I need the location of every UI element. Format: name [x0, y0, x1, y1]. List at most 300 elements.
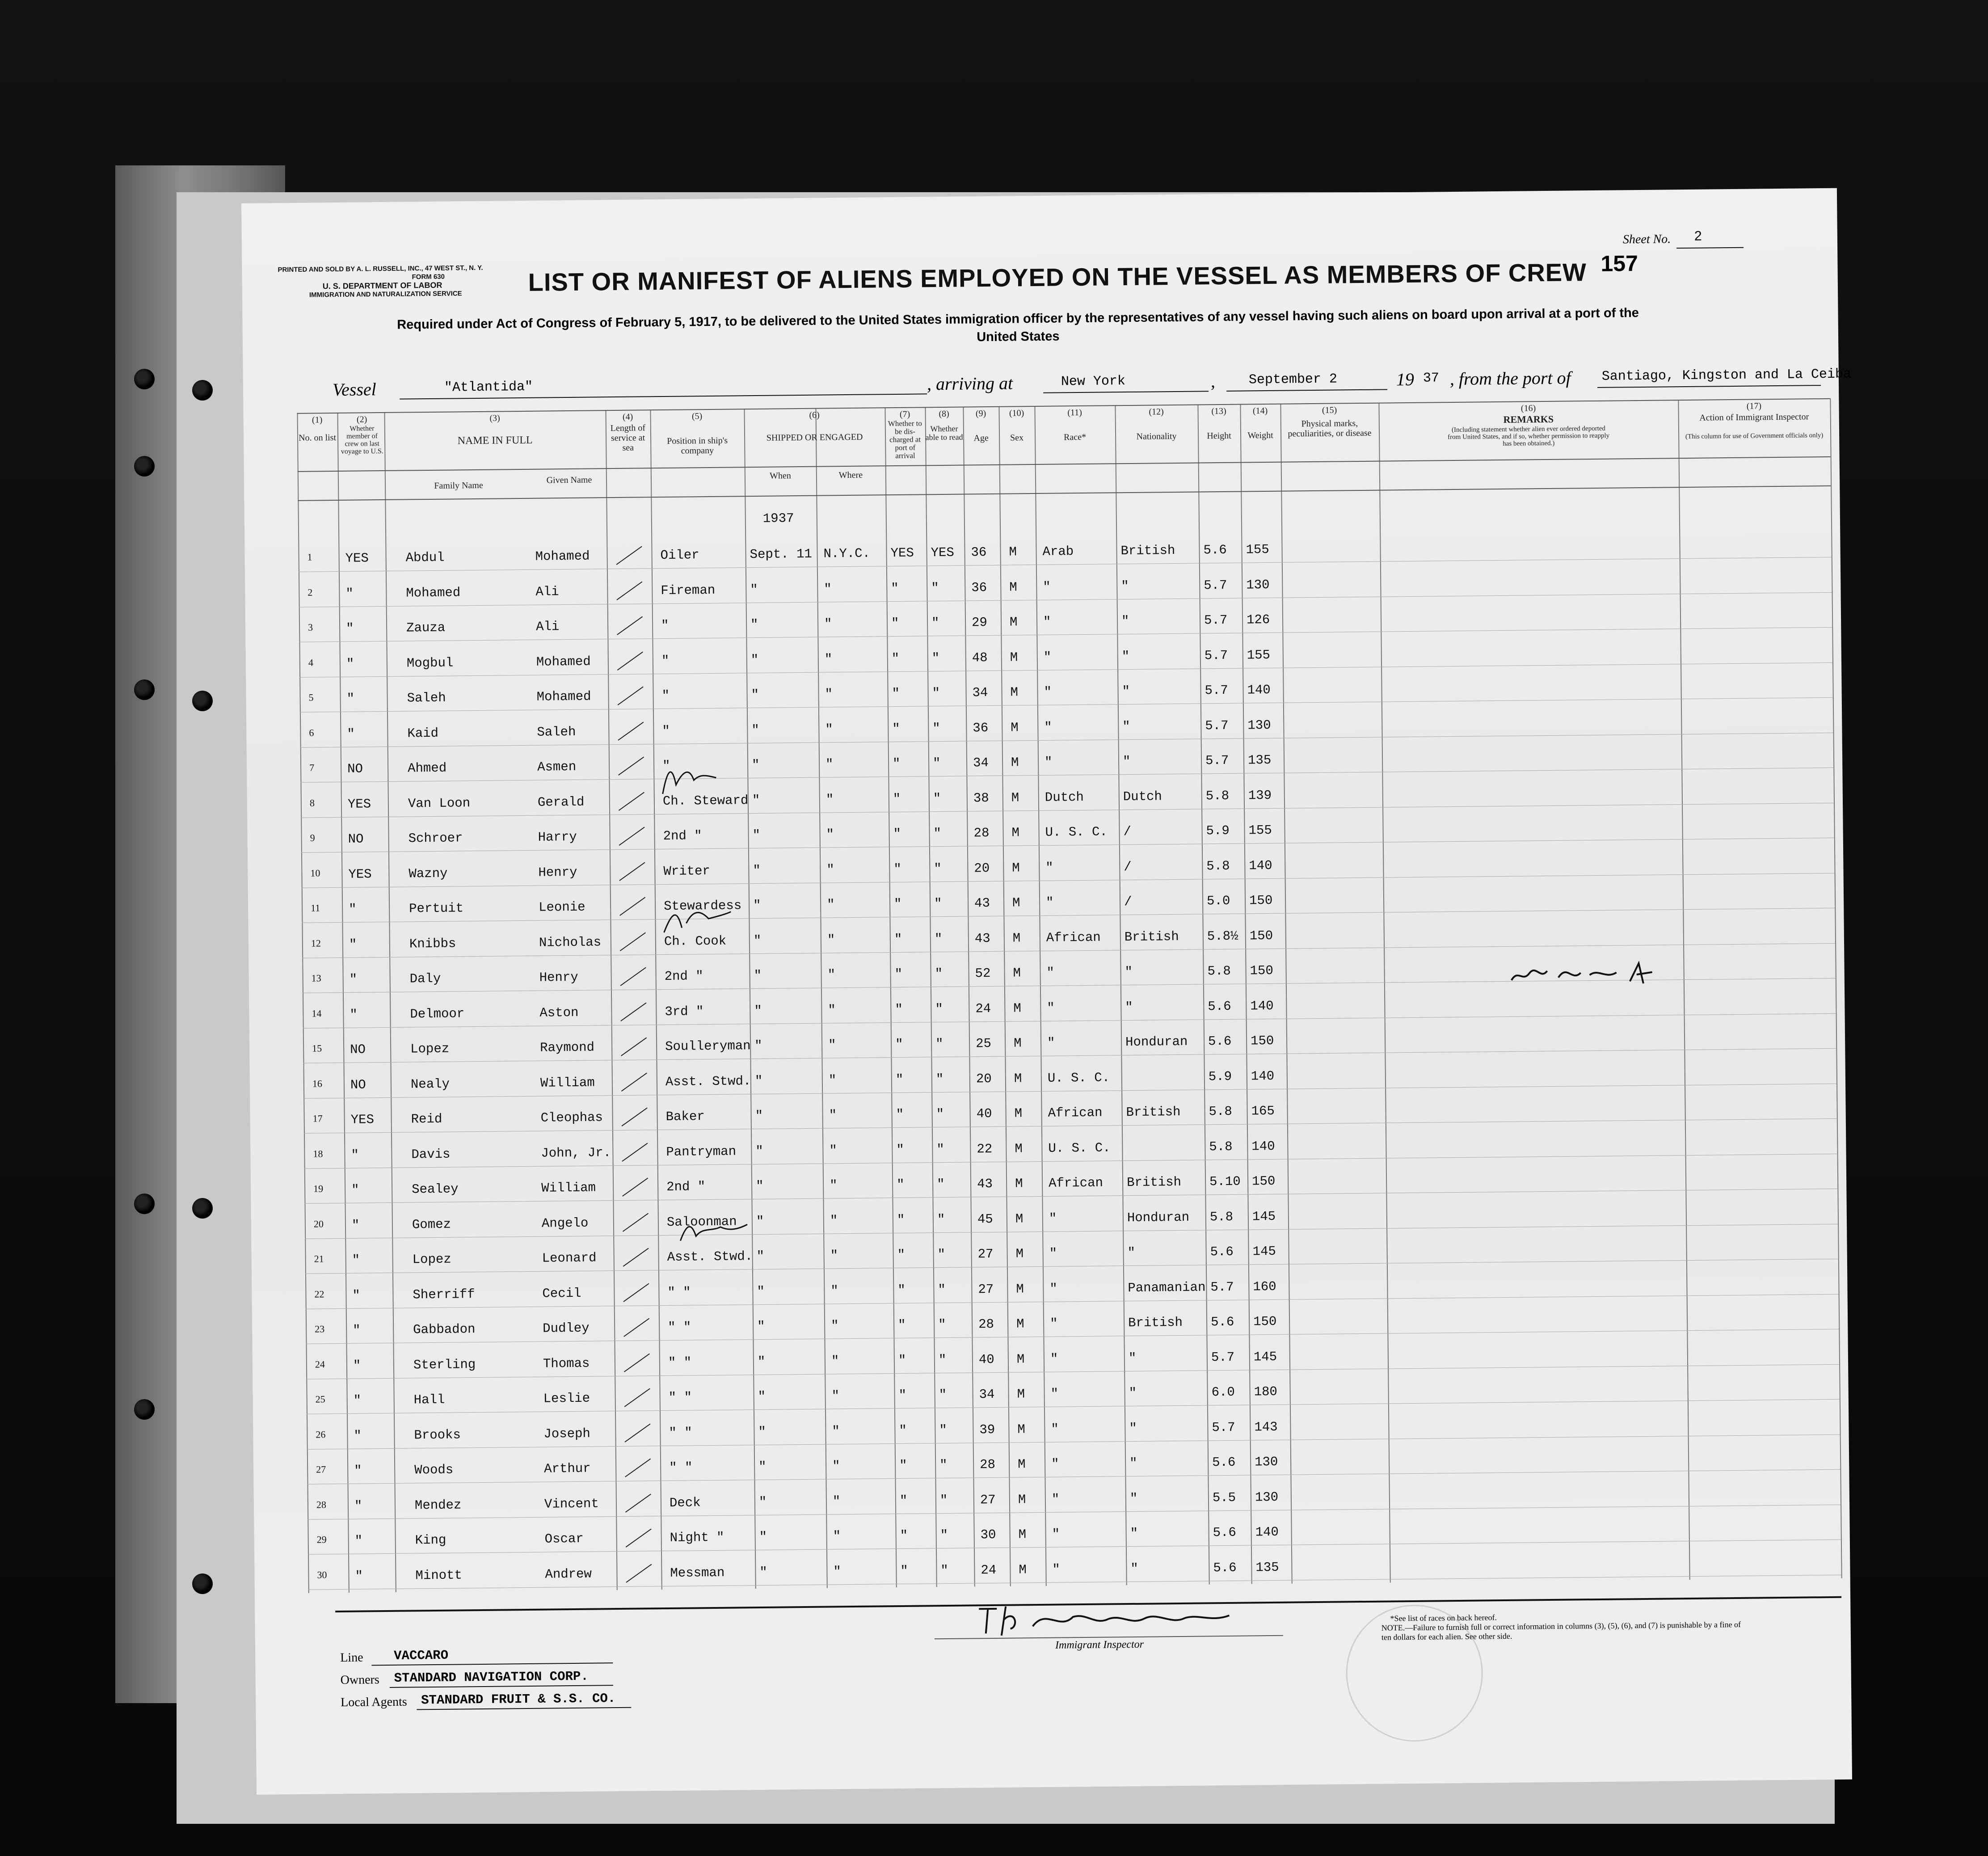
read-cell: "	[934, 931, 943, 946]
position-cell: Fireman	[661, 582, 716, 598]
race-cell: Dutch	[1045, 789, 1084, 805]
age-cell: 36	[973, 720, 989, 735]
row-number: 28	[316, 1498, 327, 1510]
where-cell: "	[824, 616, 832, 632]
weight-cell: 130	[1246, 577, 1270, 592]
read-cell: "	[931, 650, 940, 666]
prev-voyage-cell: "	[347, 726, 355, 742]
position-cell: " "	[667, 1284, 691, 1300]
position-cell: Ch. Steward	[662, 793, 749, 809]
row-rule	[305, 1223, 1838, 1239]
age-cell: 39	[979, 1422, 995, 1437]
read-cell: "	[935, 1071, 944, 1087]
given-name-cell: Harry	[538, 829, 577, 845]
discharged-cell: "	[896, 1142, 904, 1157]
family-name-cell: Woods	[414, 1462, 454, 1478]
sex-cell: M	[1012, 860, 1020, 876]
race-cell: "	[1043, 579, 1051, 595]
family-name-cell: Reid	[411, 1111, 442, 1127]
col-header-shipped: SHIPPED OR ENGAGED	[766, 432, 863, 443]
discharged-cell: "	[893, 791, 901, 806]
where-cell: "	[825, 687, 833, 702]
col-header-name: NAME IN FULL	[457, 434, 533, 447]
row-rule	[304, 1189, 1837, 1204]
discharged-cell: "	[897, 1247, 906, 1263]
when-cell: "	[758, 1389, 766, 1405]
line-label: Line	[340, 1650, 363, 1665]
row-rule	[299, 592, 1832, 607]
nationality-cell: British	[1126, 1104, 1181, 1120]
discharged-cell: "	[896, 1177, 905, 1193]
given-name-cell: Thomas	[543, 1356, 590, 1371]
row-number: 30	[317, 1569, 327, 1581]
read-cell: "	[933, 791, 941, 806]
height-cell: 5.6	[1213, 1560, 1237, 1575]
age-cell: 24	[981, 1562, 997, 1578]
race-cell: "	[1051, 1492, 1060, 1507]
where-cell: "	[828, 1002, 836, 1017]
when-cell: "	[756, 1214, 764, 1229]
prev-voyage-cell: NO	[347, 761, 363, 776]
form-number: FORM 630	[412, 273, 445, 281]
service-checkmark	[622, 1143, 648, 1161]
given-name-cell: Henry	[539, 970, 578, 985]
arrival-port: New York	[1061, 374, 1126, 390]
read-cell: "	[936, 1107, 944, 1122]
age-cell: 34	[979, 1387, 995, 1402]
weight-cell: 150	[1253, 1314, 1277, 1329]
sex-cell: M	[1016, 1281, 1024, 1296]
nationality-cell: Dutch	[1123, 789, 1162, 804]
position-cell: 3rd "	[665, 1004, 704, 1019]
weight-cell: 145	[1252, 1209, 1276, 1224]
where-cell: N.Y.C.	[823, 546, 871, 561]
where-cell: "	[831, 1388, 840, 1404]
family-name-cell: Delmoor	[410, 1006, 465, 1021]
nationality-cell: "	[1130, 1526, 1138, 1541]
weight-cell: 130	[1247, 717, 1271, 733]
family-name-cell: Lopez	[410, 1041, 450, 1057]
col-header-when: When	[769, 471, 791, 481]
position-cell: 2nd "	[664, 969, 703, 984]
discharged-cell: "	[891, 651, 900, 666]
service-checkmark	[621, 1037, 647, 1056]
service-checkmark	[621, 1072, 647, 1091]
height-cell: 5.7	[1205, 753, 1229, 768]
discharged-cell: "	[895, 1002, 903, 1017]
race-cell: "	[1043, 650, 1052, 665]
age-cell: 36	[971, 545, 987, 560]
row-rule	[306, 1364, 1839, 1379]
sheet-no-label: Sheet No.	[1622, 232, 1671, 247]
discharged-cell: "	[898, 1388, 907, 1403]
given-name-cell: Nicholas	[539, 934, 602, 950]
prev-voyage-cell: "	[353, 1393, 362, 1408]
row-number: 7	[309, 762, 315, 773]
service-checkmark	[618, 687, 644, 705]
given-name-cell: Angelo	[541, 1215, 589, 1231]
weight-cell: 150	[1250, 963, 1273, 979]
race-cell: "	[1045, 860, 1053, 875]
height-cell: 5.6	[1208, 999, 1231, 1014]
position-cell: "	[661, 653, 670, 668]
sex-cell: M	[1014, 1106, 1023, 1121]
sex-cell: M	[1018, 1492, 1026, 1507]
row-rule	[299, 662, 1832, 677]
weight-cell: 126	[1246, 612, 1270, 628]
sex-cell: M	[1017, 1422, 1025, 1437]
sex-cell: M	[1012, 930, 1021, 946]
prev-voyage-cell: NO	[350, 1042, 366, 1057]
when-cell: "	[754, 1038, 762, 1054]
nationality-cell: "	[1125, 1000, 1133, 1015]
where-cell: "	[825, 757, 834, 772]
nationality-cell: "	[1129, 1455, 1137, 1471]
nationality-cell: /	[1124, 859, 1132, 874]
col-header-num: (3)	[489, 413, 500, 423]
sheet-no-underline	[1676, 247, 1744, 249]
read-cell: "	[937, 1212, 945, 1227]
col-header-num: (15)	[1322, 405, 1337, 415]
height-cell: 5.7	[1204, 612, 1228, 628]
col-header-given-name: Given Name	[546, 475, 592, 485]
service-checkmark	[623, 1318, 649, 1337]
discharged-cell: "	[900, 1563, 908, 1578]
weight-cell: 150	[1249, 893, 1273, 908]
row-rule	[307, 1434, 1840, 1449]
weight-cell: 140	[1250, 998, 1274, 1013]
sex-cell: M	[1018, 1527, 1027, 1542]
age-cell: 40	[978, 1352, 994, 1367]
prev-voyage-cell: "	[354, 1533, 363, 1548]
col-line	[605, 410, 617, 1590]
where-cell: "	[824, 581, 832, 597]
col-header-age: Age	[973, 433, 989, 443]
height-cell: 5.6	[1210, 1314, 1234, 1330]
where-cell: "	[831, 1318, 839, 1333]
service-checkmark	[623, 1283, 649, 1302]
weight-cell: 140	[1251, 1068, 1275, 1084]
row-number: 10	[310, 867, 320, 879]
row-number: 15	[312, 1042, 322, 1054]
row-number: 29	[316, 1534, 327, 1545]
col-header-num: (10)	[1009, 408, 1024, 418]
weight-cell: 155	[1247, 647, 1271, 662]
family-name-cell: Ahmed	[407, 760, 447, 776]
col-header-position: Position in ship's company	[667, 435, 728, 456]
col-header-num: (4)	[622, 412, 633, 422]
given-name-cell: Asmen	[537, 759, 577, 775]
service-checkmark	[622, 1177, 648, 1196]
nationality-cell: Honduran	[1127, 1210, 1190, 1225]
prev-voyage-cell: "	[352, 1253, 360, 1268]
race-cell: U. S. C.	[1048, 1140, 1111, 1156]
race-cell: "	[1045, 895, 1054, 910]
service-checkmark	[616, 546, 642, 565]
height-cell: 5.7	[1210, 1279, 1234, 1295]
row-number: 2	[307, 586, 313, 598]
when-cell: "	[757, 1284, 765, 1299]
prev-voyage-cell: NO	[348, 831, 364, 847]
weight-cell: 135	[1255, 1560, 1279, 1575]
row-rule	[304, 1153, 1837, 1168]
sex-cell: M	[1013, 1036, 1022, 1051]
given-name-cell: John, Jr.	[541, 1145, 611, 1161]
position-cell: " "	[668, 1390, 692, 1405]
weight-cell: 180	[1254, 1384, 1278, 1400]
discharged-cell: "	[894, 966, 903, 982]
given-name-cell: William	[541, 1180, 596, 1196]
prev-voyage-cell: YES	[345, 551, 369, 566]
when-cell: "	[750, 617, 758, 633]
height-cell: 5.7	[1205, 683, 1228, 698]
given-name-cell: Mohamed	[536, 689, 591, 704]
service-checkmark	[619, 897, 645, 916]
col-line	[1280, 404, 1292, 1584]
position-cell: Messman	[670, 1565, 725, 1581]
age-cell: 28	[980, 1457, 996, 1472]
nationality-cell: "	[1129, 1385, 1137, 1401]
age-cell: 25	[975, 1036, 992, 1051]
family-name-cell: Nealy	[410, 1076, 450, 1092]
row-number: 1	[307, 551, 312, 563]
punch-hole	[134, 456, 155, 477]
height-cell: 5.10	[1209, 1174, 1241, 1190]
service-checkmark	[619, 792, 644, 810]
discharged-cell: "	[891, 581, 899, 596]
nationality-cell: "	[1125, 964, 1133, 980]
when-cell: "	[750, 652, 759, 667]
row-rule	[301, 838, 1834, 853]
row-rule	[307, 1504, 1841, 1519]
read-cell: "	[939, 1387, 947, 1403]
row-rule	[308, 1574, 1841, 1590]
family-name-cell: Gabbadon	[413, 1322, 476, 1337]
when-cell: "	[756, 1249, 765, 1264]
nationality-cell: "	[1122, 754, 1131, 769]
arriving-label: , arriving at	[927, 373, 1013, 394]
col-header-prev-voyage: Whether member of crew on last voyage to U.S.	[341, 425, 383, 456]
where-cell: "	[829, 1108, 837, 1123]
age-cell: 43	[977, 1176, 993, 1192]
race-cell: "	[1046, 965, 1055, 980]
discharged-cell: "	[892, 686, 900, 701]
discharged-cell: "	[899, 1423, 907, 1438]
row-rule	[303, 1013, 1836, 1028]
age-cell: 22	[977, 1141, 993, 1156]
weight-cell: 143	[1254, 1419, 1278, 1434]
weight-cell: 160	[1253, 1279, 1276, 1294]
age-cell: 43	[974, 931, 990, 946]
family-name-cell: Saleh	[407, 690, 446, 706]
col-header-num: (9)	[975, 409, 986, 419]
punch-hole	[134, 369, 155, 389]
col-header-no: No. on list	[298, 432, 337, 443]
read-cell: "	[932, 686, 940, 701]
sex-cell: M	[1015, 1211, 1023, 1226]
punch-hole	[134, 679, 155, 700]
penalty-note: NOTE.—Failure to furnish full or correct information in columns (3), (5), (6), and (7) is punishable by a fine of ten dollars for each alien. See other side.	[1381, 1620, 1741, 1642]
sex-cell: M	[1009, 544, 1017, 560]
given-name-cell: Leonie	[538, 899, 585, 915]
where-cell: "	[828, 1072, 837, 1088]
row-number: 3	[307, 621, 313, 633]
punch-hole	[192, 1198, 213, 1219]
race-cell: African	[1048, 1175, 1104, 1191]
date-underline	[1226, 389, 1387, 391]
height-cell: 5.9	[1206, 823, 1230, 839]
given-name-cell: Cleophas	[540, 1110, 603, 1126]
read-cell: "	[938, 1352, 947, 1367]
given-name-cell: William	[540, 1075, 595, 1091]
race-cell: "	[1043, 614, 1051, 629]
race-cell: African	[1048, 1105, 1103, 1121]
handwritten-annotation	[676, 1213, 752, 1250]
position-cell: " "	[669, 1425, 692, 1440]
sex-cell: M	[1011, 755, 1019, 770]
weight-cell: 140	[1249, 858, 1272, 873]
race-cell: "	[1049, 1246, 1057, 1261]
row-number: 23	[315, 1323, 325, 1335]
where-cell: "	[833, 1564, 842, 1579]
given-name-cell: Mohamed	[536, 654, 591, 670]
prev-voyage-cell: "	[354, 1463, 362, 1478]
given-name-cell: Leonard	[542, 1250, 597, 1266]
when-cell: "	[754, 1003, 762, 1018]
read-cell: "	[940, 1563, 948, 1578]
height-cell: 5.7	[1211, 1350, 1235, 1365]
nationality-cell: British	[1126, 1174, 1182, 1190]
given-name-cell: Joseph	[543, 1426, 591, 1442]
col-header-num: (17)	[1746, 401, 1762, 411]
height-cell: 5.8	[1209, 1104, 1232, 1119]
row-rule	[308, 1540, 1841, 1555]
prev-voyage-cell: "	[346, 656, 354, 671]
prev-voyage-cell: "	[355, 1569, 363, 1584]
race-cell: "	[1050, 1351, 1058, 1367]
punch-hole	[134, 1399, 155, 1420]
department-name: U. S. DEPARTMENT OF LABOR	[322, 280, 442, 291]
col-header-read: Whether able to read	[925, 424, 963, 442]
age-cell: 43	[974, 895, 990, 911]
col-header-family-name: Family Name	[434, 480, 483, 491]
given-name-cell: Mohamed	[535, 548, 590, 564]
where-cell: "	[832, 1493, 841, 1509]
height-cell: 5.8½	[1207, 928, 1238, 944]
family-name-cell: Brooks	[414, 1427, 461, 1443]
prev-voyage-cell: "	[349, 972, 358, 987]
prev-voyage-cell: NO	[350, 1077, 366, 1093]
service-checkmark	[623, 1248, 649, 1266]
nationality-cell: Honduran	[1125, 1034, 1188, 1050]
when-cell: "	[758, 1459, 767, 1475]
line-value: VACCARO	[394, 1648, 449, 1663]
vessel-name: "Atlantida"	[444, 379, 533, 396]
sex-cell: M	[1010, 650, 1018, 665]
discharged-cell: "	[894, 932, 902, 947]
family-name-cell: Wazny	[409, 866, 448, 881]
where-cell: "	[833, 1529, 841, 1544]
position-cell: Writer	[663, 863, 710, 879]
service-checkmark	[626, 1564, 652, 1582]
when-cell: "	[757, 1354, 766, 1369]
row-number: 18	[313, 1147, 323, 1160]
age-cell: 29	[971, 615, 988, 630]
row-rule	[301, 802, 1834, 818]
read-cell: "	[933, 826, 942, 841]
prev-voyage-cell: YES	[348, 866, 372, 882]
height-cell: 6.0	[1211, 1384, 1235, 1400]
col-header-service: Length of service at sea	[610, 423, 646, 453]
punch-hole	[192, 380, 213, 401]
position-cell: " "	[668, 1320, 691, 1335]
height-cell: 5.0	[1206, 893, 1230, 909]
race-cell: U. S. C.	[1045, 824, 1108, 840]
punch-hole	[192, 1573, 213, 1594]
service-checkmark	[616, 581, 642, 600]
service-checkmark	[619, 827, 645, 846]
when-cell: "	[755, 1178, 764, 1194]
sex-cell: M	[1012, 895, 1020, 911]
race-cell: "	[1049, 1211, 1057, 1226]
read-cell: "	[936, 1142, 944, 1157]
prev-voyage-cell: "	[349, 937, 357, 952]
col-header-remarks-sub: (Including statement whether alien ever ordered deported from United States, and if so, whether permission to reapply has been obtained.)	[1448, 425, 1610, 447]
when-cell: "	[754, 1073, 763, 1088]
height-cell: 5.8	[1209, 1139, 1233, 1154]
discharged-cell: "	[899, 1458, 907, 1473]
age-cell: 20	[976, 1071, 992, 1086]
row-rule	[299, 627, 1832, 642]
col-header-race: Race*	[1064, 432, 1087, 443]
col-header-where: Where	[838, 470, 863, 481]
weight-cell: 139	[1248, 788, 1272, 803]
family-name-cell: Mendez	[414, 1497, 462, 1513]
row-number: 13	[311, 972, 321, 984]
weight-cell: 150	[1249, 928, 1273, 943]
inspector-label: Immigrant Inspector	[1055, 1638, 1144, 1651]
where-cell: "	[830, 1248, 838, 1263]
height-cell: 5.5	[1212, 1490, 1236, 1505]
col-header-num: (8)	[939, 409, 949, 419]
prev-voyage-cell: "	[352, 1288, 361, 1303]
discharged-cell: "	[900, 1528, 908, 1543]
from-label: , from the port of	[1449, 367, 1571, 389]
page-number: 157	[1601, 251, 1638, 276]
row-rule	[299, 557, 1832, 572]
row-number: 6	[309, 726, 314, 738]
owners-label: Owners	[340, 1673, 379, 1687]
where-cell: "	[826, 792, 834, 807]
age-cell: 27	[980, 1492, 996, 1507]
when-cell: "	[751, 687, 759, 703]
family-name-cell: Daly	[409, 971, 441, 987]
given-name-cell: Vincent	[544, 1496, 599, 1512]
sheet-no-value: 2	[1694, 228, 1702, 244]
weight-cell: 145	[1252, 1244, 1276, 1259]
family-name-cell: Abdul	[405, 550, 445, 565]
when-cell: "	[752, 827, 761, 843]
weight-cell: 130	[1254, 1454, 1278, 1470]
read-cell: YES	[931, 545, 954, 561]
discharged-cell: "	[895, 1037, 903, 1052]
where-cell: "	[829, 1143, 837, 1158]
when-cell: "	[752, 793, 760, 808]
age-cell: 36	[971, 580, 987, 595]
family-name-cell: Mogbul	[406, 655, 454, 671]
row-rule	[302, 943, 1835, 958]
family-name-cell: King	[415, 1532, 446, 1548]
